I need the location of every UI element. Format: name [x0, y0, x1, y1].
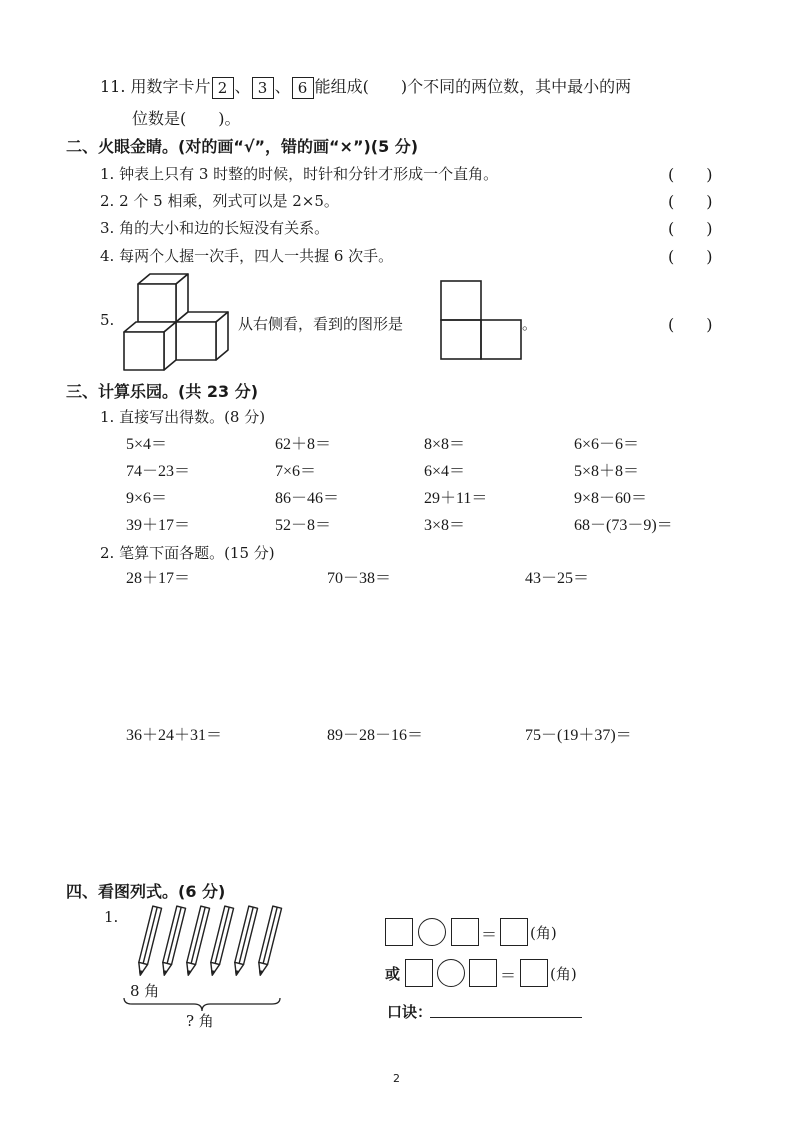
calc-r2-c3: 6×4＝ [424, 463, 466, 480]
judge-item-5-text: 从右侧看，看到的图形是 [238, 315, 404, 333]
calc-r1-c3: 8×8＝ [424, 436, 466, 453]
calc-r1-c4: 6×6－6＝ [574, 436, 640, 453]
rhyme-label: 口诀： [387, 1003, 433, 1021]
page-number: 2 [393, 1072, 400, 1085]
operator-circle-2[interactable] [437, 959, 465, 987]
q11-suffix: 能组成( )个不同的两位数，其中最小的两 [314, 77, 632, 96]
unit-label-1: (角) [530, 924, 557, 942]
cube-stack-figure [122, 272, 234, 374]
section4-number: 1. [104, 908, 119, 926]
section2-heading: 二、火眼金睛。(对的画“√”，错的画“×”)(5 分) [66, 137, 419, 156]
written-calc-5: 89－28－16＝ [327, 727, 424, 744]
written-calc-6: 75－(19＋37)＝ [525, 727, 632, 744]
calc-r1-c1: 5×4＝ [126, 436, 168, 453]
equals-sign-1: ＝ [481, 927, 498, 944]
answer-box-1[interactable] [385, 918, 413, 946]
calc-r4-c3: 3×8＝ [424, 517, 466, 534]
section4-heading: 四、看图列式。(6 分) [66, 882, 226, 901]
alt-prefix: 或 [385, 965, 401, 983]
calc-r1-c2: 62＋8＝ [275, 436, 332, 453]
pencils-figure [128, 902, 288, 982]
answer-paren-1: ( ) [668, 165, 713, 184]
calc-r3-c2: 86－46＝ [275, 490, 340, 507]
total-label: ? 角 [186, 1012, 214, 1030]
answer-box-2[interactable] [451, 918, 479, 946]
calc-r4-c4: 68－(73－9)＝ [574, 517, 673, 534]
section3-sub2: 2. 笔算下面各题。(15 分) [100, 544, 275, 562]
section3-sub1: 1. 直接写出得数。(8 分) [100, 408, 266, 426]
q11-prefix: 11. 用数字卡片 [100, 77, 211, 96]
calc-r4-c2: 52－8＝ [275, 517, 332, 534]
calc-r2-c1: 74－23＝ [126, 463, 191, 480]
answer-box-5[interactable] [469, 959, 497, 987]
operator-circle-1[interactable] [418, 918, 446, 946]
calc-r3-c4: 9×8－60＝ [574, 490, 648, 507]
answer-paren-5: ( ) [668, 315, 713, 334]
q11-line1: 11. 用数字卡片 2 、 3 、 6 能组成( )个不同的两位数，其中最小的两 [100, 77, 632, 97]
equals-sign-2: ＝ [500, 968, 517, 985]
number-card-3: 3 [252, 77, 274, 99]
written-calc-2: 70－38＝ [327, 570, 392, 587]
rhyme-answer-line[interactable] [430, 1017, 582, 1018]
judge-item-2: 2. 2 个 5 相乘，列式可以是 2×5。 [100, 192, 339, 210]
answer-paren-2: ( ) [668, 192, 713, 211]
calc-r4-c1: 39＋17＝ [126, 517, 191, 534]
answer-box-6[interactable] [520, 959, 548, 987]
number-card-2: 2 [212, 77, 234, 99]
calc-r2-c2: 7×6＝ [275, 463, 317, 480]
pencil-price-label: 8 角 [130, 982, 160, 1000]
judge-item-1: 1. 钟表上只有 3 时整的时候，时针和分针才形成一个直角。 [100, 165, 499, 183]
side-view-figure [440, 280, 524, 360]
answer-box-4[interactable] [405, 959, 433, 987]
written-calc-4: 36＋24＋31＝ [126, 727, 223, 744]
number-card-6: 6 [292, 77, 314, 99]
judge-item-5-end: 。 [522, 315, 538, 333]
written-calc-3: 43－25＝ [525, 570, 590, 587]
section3-heading: 三、计算乐园。(共 23 分) [66, 382, 259, 401]
answer-paren-4: ( ) [668, 247, 713, 266]
answer-paren-3: ( ) [668, 219, 713, 238]
calc-r3-c3: 29＋11＝ [424, 490, 488, 507]
written-calc-1: 28＋17＝ [126, 570, 191, 587]
judge-item-4: 4. 每两个人握一次手，四人一共握 6 次手。 [100, 247, 394, 265]
judge-item-3: 3. 角的大小和边的长短没有关系。 [100, 219, 330, 237]
calc-r2-c4: 5×8＋8＝ [574, 463, 640, 480]
unit-label-2: (角) [550, 965, 577, 983]
calc-r3-c1: 9×6＝ [126, 490, 168, 507]
q11-line2: 位数是( )。 [132, 109, 241, 128]
answer-box-3[interactable] [500, 918, 528, 946]
judge-item-5-number: 5. [100, 311, 115, 329]
